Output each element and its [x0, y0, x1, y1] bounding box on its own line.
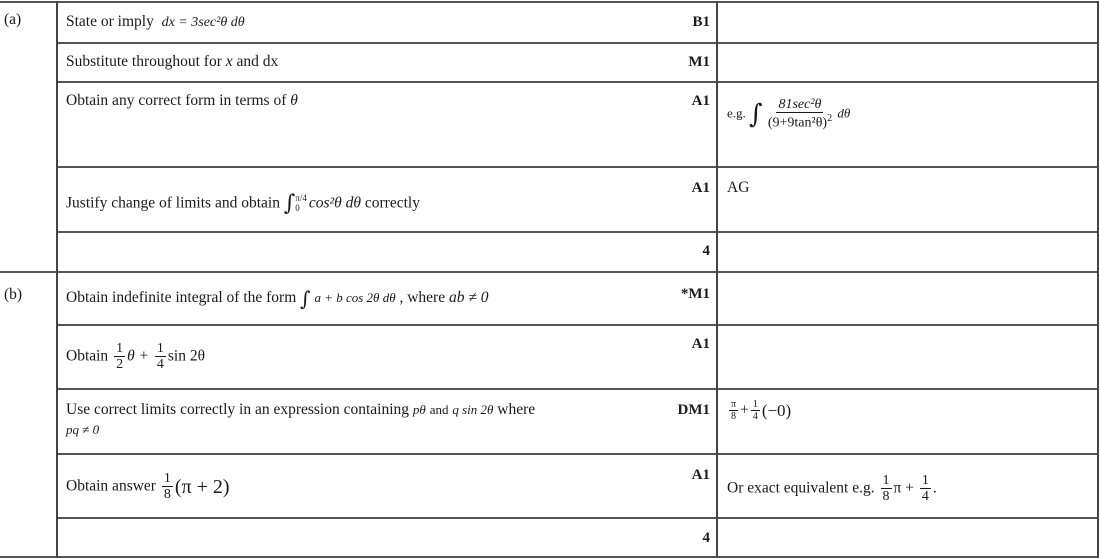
criterion-text: , where — [399, 289, 446, 306]
guidance-text: e.g. — [727, 105, 746, 121]
math-term: pθ — [412, 402, 426, 417]
upper-limit: π/4 — [295, 193, 307, 204]
math-term: θ + — [127, 347, 150, 365]
integrand: a + b cos 2θ dθ — [314, 290, 396, 305]
table-border-right — [1097, 1, 1099, 558]
row-divider — [56, 81, 1098, 83]
denominator: 4 — [156, 357, 164, 372]
table-border-top — [0, 1, 1098, 3]
mark-a4: A1 — [691, 180, 710, 196]
denominator: 8 — [731, 411, 737, 422]
fraction — [881, 474, 892, 504]
integral-sign-icon: ∫ — [749, 99, 763, 130]
criterion-text: Obtain any correct form in terms of — [66, 92, 287, 109]
criterion-text: correctly — [364, 194, 420, 212]
part-divider — [0, 271, 1098, 273]
row-divider — [56, 231, 1098, 233]
numerator: 1 — [163, 471, 171, 486]
guidance-b3 — [727, 400, 791, 422]
total-a: 4 — [702, 243, 710, 259]
criterion-text: Justify change of limits and obtain — [66, 194, 280, 212]
mark-a2: M1 — [688, 54, 710, 70]
math-var: dx — [262, 53, 279, 70]
row-divider — [56, 324, 1098, 326]
integral-limits — [295, 194, 307, 214]
fraction — [768, 98, 832, 131]
mark-a3: A1 — [691, 93, 710, 109]
row-divider — [56, 42, 1098, 44]
condition: pq ≠ 0 — [66, 422, 100, 437]
criterion-text: Obtain — [66, 347, 109, 365]
mark-a1: B1 — [692, 14, 710, 30]
criterion-a3 — [66, 91, 298, 111]
column-divider-mark — [716, 1, 718, 558]
criterion-text: where — [497, 401, 536, 418]
fraction — [920, 474, 931, 504]
differential: dθ — [837, 105, 851, 121]
total-b: 4 — [702, 530, 710, 546]
numerator: 81sec²θ — [778, 97, 822, 112]
integral-sign-icon: ∫ — [283, 191, 296, 216]
denominator: 8 — [882, 489, 890, 504]
part-label-b: (b) — [4, 286, 23, 303]
row-divider — [56, 517, 1098, 519]
integral-sign-icon: ∫ — [300, 286, 311, 311]
table-border-bottom — [0, 556, 1098, 558]
row-divider — [56, 388, 1098, 390]
criterion-a4 — [66, 193, 420, 215]
fraction — [162, 472, 173, 502]
mark-b2: A1 — [691, 336, 710, 352]
criterion-text: State or imply — [66, 13, 154, 30]
math-term: sin 2θ — [167, 347, 206, 365]
numerator: 1 — [921, 473, 929, 488]
criterion-text: and — [236, 53, 259, 70]
guidance-a3 — [727, 98, 850, 131]
math-var: θ — [290, 92, 298, 109]
part-label-a: (a) — [4, 11, 22, 28]
criterion-text: Substitute throughout for — [66, 53, 222, 70]
numerator: 1 — [156, 341, 164, 356]
operator: + — [740, 401, 749, 419]
numerator: 1 — [882, 473, 890, 488]
column-divider-label — [56, 1, 58, 558]
math-term: q sin 2θ — [452, 402, 494, 417]
denominator: 4 — [752, 411, 758, 422]
numerator: 1 — [116, 341, 124, 356]
criterion-b4 — [66, 472, 230, 502]
exponent: 2 — [827, 113, 833, 124]
row-divider — [56, 166, 1098, 168]
math-term: π + — [893, 479, 914, 497]
lower-limit: 0 — [295, 203, 300, 213]
math-expression: dx = 3sec²θ dθ — [161, 15, 245, 30]
fraction — [729, 400, 738, 422]
guidance-text: Or exact equivalent e.g. — [727, 479, 875, 497]
guidance-a4: AG — [727, 179, 750, 196]
integrand: cos²θ dθ — [308, 194, 362, 212]
condition: ab ≠ 0 — [448, 289, 489, 306]
fraction — [751, 400, 760, 422]
numerator: π — [731, 399, 737, 410]
denominator: 2 — [116, 357, 124, 372]
math-term: (−0) — [761, 401, 792, 420]
denominator: 4 — [921, 489, 929, 504]
denominator: $(9+9\tan^2\theta)^2$ — [767, 113, 833, 131]
criterion-text: Obtain indefinite integral of the form — [66, 289, 297, 306]
criterion-b2 — [66, 342, 205, 372]
guidance-b4 — [727, 474, 937, 504]
criterion-b3 — [66, 400, 626, 440]
fraction — [155, 342, 166, 372]
criterion-text: and — [429, 402, 449, 417]
denominator: 8 — [163, 487, 171, 502]
math-var: x — [225, 53, 233, 70]
criterion-b1 — [66, 286, 489, 311]
fraction — [114, 342, 125, 372]
math-term: (π + 2) — [174, 476, 230, 498]
denominator-expr: 9+9tan²θ — [772, 115, 823, 131]
mark-b1: *M1 — [680, 286, 710, 302]
punctuation: . — [932, 479, 937, 497]
criterion-text: Use correct limits correctly in an expression containing — [66, 401, 410, 418]
mark-b3: DM1 — [677, 402, 710, 418]
criterion-text: Obtain answer — [66, 477, 156, 495]
row-divider — [56, 453, 1098, 455]
numerator: 1 — [752, 399, 758, 410]
criterion-a2 — [66, 52, 278, 72]
criterion-a1 — [66, 12, 245, 33]
mark-b4: A1 — [691, 467, 710, 483]
